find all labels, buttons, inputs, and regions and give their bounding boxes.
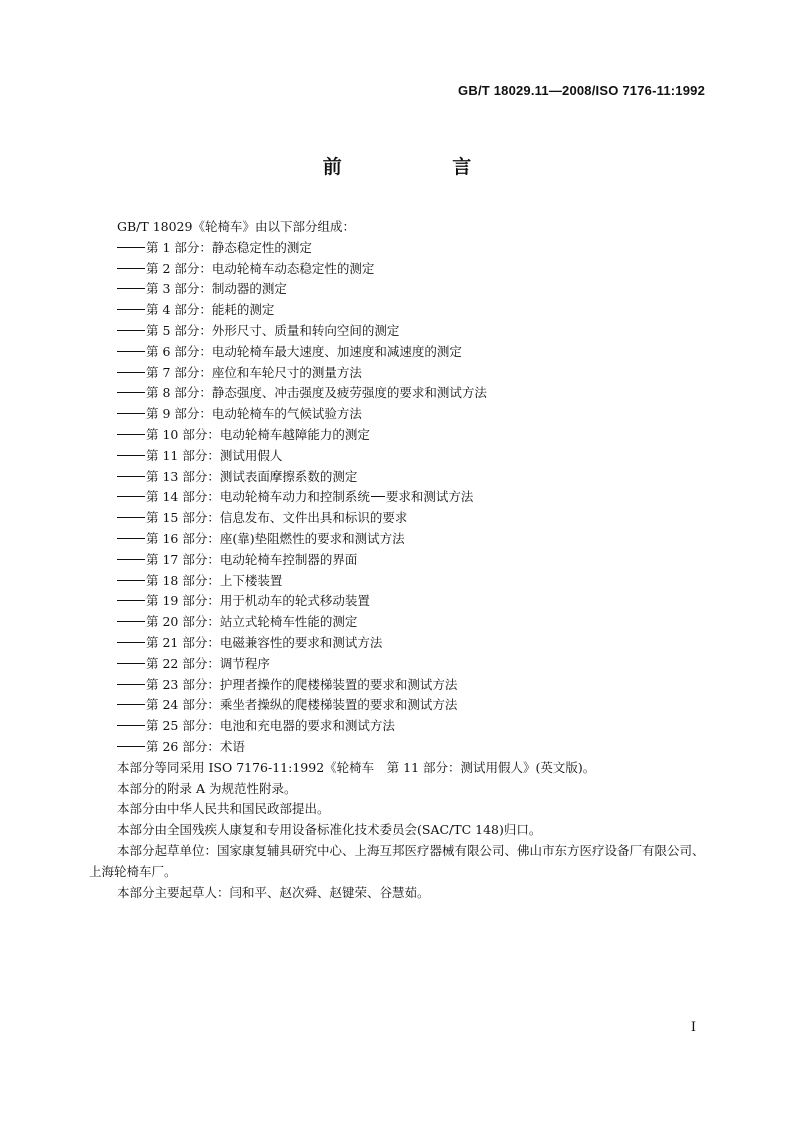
list-item: 第 4 部分：能耗的测定 — [89, 300, 705, 321]
list-item: 第 21 部分：电磁兼容性的要求和测试方法 — [89, 633, 705, 654]
standard-header: GB/T 18029.11—2008/ISO 7176-11:1992 — [458, 83, 705, 98]
drafting-units-paragraph: 本部分起草单位：国家康复辅具研究中心、上海互邦医疗器械有限公司、佛山市东方医疗设备厂有限公司、上海轮椅车厂。 — [89, 842, 705, 879]
em-dash — [117, 580, 145, 581]
em-dash — [117, 247, 145, 248]
list-item: 第 2 部分：电动轮椅车动态稳定性的测定 — [89, 259, 705, 280]
em-dash — [371, 496, 385, 497]
em-dash — [117, 725, 145, 726]
list-item: 第 6 部分：电动轮椅车最大速度、加速度和减速度的测定 — [89, 342, 705, 363]
em-dash — [117, 413, 145, 414]
adoption-paragraph: 本部分等同采用 ISO 7176-11:1992《轮椅车 第 11 部分：测试用假人》(英文版)。 — [117, 759, 596, 775]
em-dash — [117, 704, 145, 705]
list-item: 第 13 部分：测试表面摩擦系数的测定 — [89, 467, 705, 488]
list-item: 第 14 部分：电动轮椅车动力和控制系统 要求和测试方法 — [89, 487, 705, 508]
em-dash — [117, 538, 145, 539]
list-item: 第 24 部分：乘坐者操纵的爬楼梯装置的要求和测试方法 — [89, 695, 705, 716]
em-dash — [117, 434, 145, 435]
page-number: I — [690, 1020, 696, 1035]
em-dash — [117, 600, 145, 601]
em-dash — [117, 351, 145, 352]
list-item: 第 22 部分：调节程序 — [89, 654, 705, 675]
em-dash — [117, 392, 145, 393]
list-item: 第 17 部分：电动轮椅车控制器的界面 — [89, 550, 705, 571]
em-dash — [117, 517, 145, 518]
list-item: 第 9 部分：电动轮椅车的气候试验方法 — [89, 404, 705, 425]
committee-paragraph: 本部分由全国残疾人康复和专用设备标准化技术委员会(SAC/TC 148)归口。 — [117, 822, 542, 838]
em-dash — [117, 309, 145, 310]
list-item: 第 18 部分：上下楼装置 — [89, 571, 705, 592]
list-item: 第 10 部分：电动轮椅车越障能力的测定 — [89, 425, 705, 446]
annex-paragraph: 本部分的附录 A 为规范性附录。 — [117, 780, 297, 796]
proposer-paragraph: 本部分由中华人民共和国民政部提出。 — [117, 801, 330, 817]
em-dash — [117, 455, 145, 456]
list-item: 第 7 部分：座位和车轮尺寸的测量方法 — [89, 363, 705, 384]
intro-paragraph: GB/T 18029《轮椅车》由以下部分组成： — [117, 219, 355, 234]
list-item: 第 25 部分：电池和充电器的要求和测试方法 — [89, 716, 705, 737]
em-dash — [117, 330, 145, 331]
drafters-paragraph: 本部分主要起草人：闫和平、赵次舜、赵键荣、谷慧茹。 — [117, 884, 430, 900]
list-item: 第 20 部分：站立式轮椅车性能的测定 — [89, 612, 705, 633]
list-item: 第 16 部分：座(靠)垫阻燃性的要求和测试方法 — [89, 529, 705, 550]
em-dash — [117, 268, 145, 269]
list-item: 第 15 部分：信息发布、文件出具和标识的要求 — [89, 508, 705, 529]
em-dash — [117, 684, 145, 685]
em-dash — [117, 372, 145, 373]
em-dash — [117, 746, 145, 747]
em-dash — [117, 476, 145, 477]
list-item: 第 11 部分：测试用假人 — [89, 446, 705, 467]
em-dash — [117, 496, 145, 497]
page-title: 前 言 — [322, 156, 524, 178]
parts-list — [89, 238, 705, 758]
em-dash — [117, 559, 145, 560]
list-item: 第 1 部分：静态稳定性的测定 — [89, 238, 705, 259]
list-item: 第 23 部分：护理者操作的爬楼梯装置的要求和测试方法 — [89, 675, 705, 696]
document-body — [89, 217, 705, 903]
em-dash — [117, 663, 145, 664]
em-dash — [117, 621, 145, 622]
em-dash — [117, 642, 145, 643]
list-item: 第 19 部分：用于机动车的轮式移动装置 — [89, 591, 705, 612]
list-item: 第 8 部分：静态强度、冲击强度及疲劳强度的要求和测试方法 — [89, 383, 705, 404]
em-dash — [117, 288, 145, 289]
list-item: 第 3 部分：制动器的测定 — [89, 279, 705, 300]
list-item: 第 26 部分：术语 — [89, 737, 705, 758]
list-item: 第 5 部分：外形尺寸、质量和转向空间的测定 — [89, 321, 705, 342]
